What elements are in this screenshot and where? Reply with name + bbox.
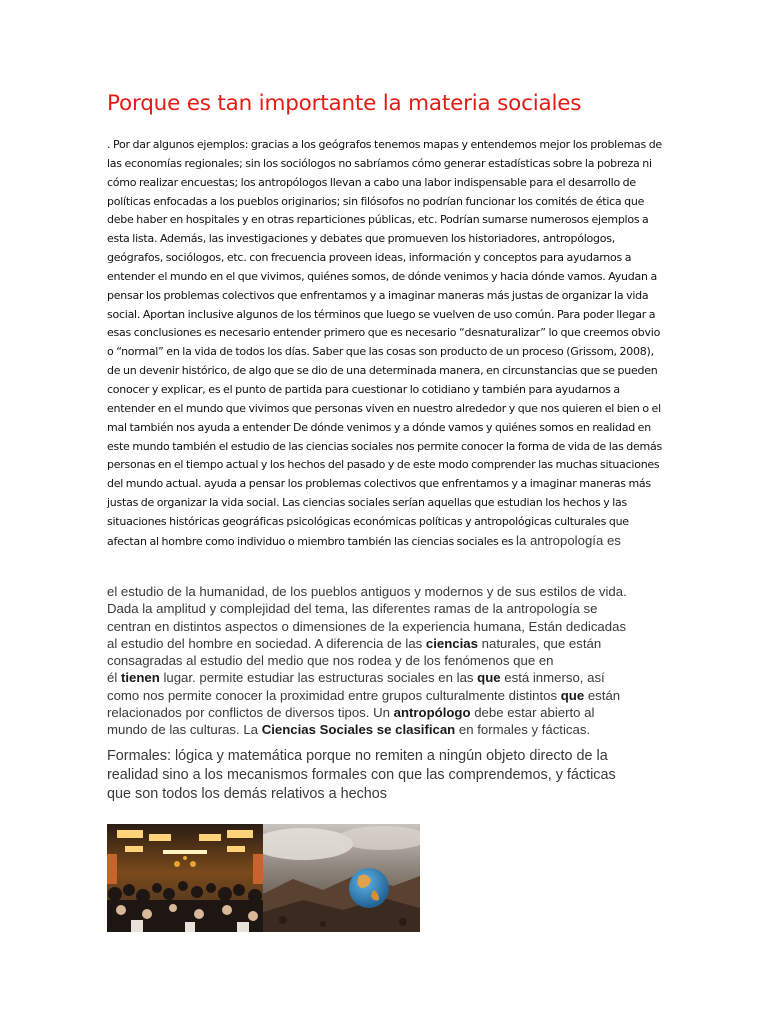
text-segment: el estudio de la humanidad, de los pueblos antiguos y modernos y de sus estilos de vida. xyxy=(107,584,627,599)
text-segment: él xyxy=(107,670,121,686)
text-line xyxy=(107,669,667,686)
text-segment: consagradas al estudio del medio que nos rodea y de los fenómenos que en xyxy=(107,653,554,669)
text-line: Formales: lógica y matemática porque no remiten a ningún objeto directo de la xyxy=(107,748,608,764)
text-segment: centran en distintos aspectos o dimensiones de la experiencia humana, Están dedicadas xyxy=(107,618,627,634)
paragraph-classification xyxy=(107,747,667,804)
text-line: realidad sino a los mecanismos formales con que las comprendemos, y fácticas xyxy=(107,767,616,783)
body-paragraph-tail: la antropología es xyxy=(516,532,621,548)
text-segment: lugar. permite estudiar las estructuras sociales en las xyxy=(159,670,478,686)
text-line xyxy=(107,721,667,738)
text-line xyxy=(107,583,667,600)
text-segment: están xyxy=(584,687,621,703)
page-title: Porque es tan importante la materia sociales xyxy=(107,91,582,116)
paragraph-anthropology xyxy=(107,583,667,739)
text-segment: Dada la amplitud y complejidad del tema, las diferentes ramas de la antropología se xyxy=(107,601,598,617)
text-segment: relacionados por conflictos de diversos tipos. Un xyxy=(107,705,394,721)
text-segment: está inmerso, así xyxy=(500,670,605,686)
body-paragraph-text: . Por dar algunos ejemplos: gracias a los geógrafos tenemos mapas y entendemos mejor los problemas de las economías regionales; sin los sociólogos no sabríamos cómo generar estadísticas sobre la pobreza ni cómo realizar encuestas; los antropólogos llevan a cabo una labor indispensable para el desarrollo de políticas enfocadas a los pueblos originarios; sin filósofos no podrían funcionar los comités de ética que debe haber en hospitales y en otras reparticiones públicas, etc. Podrían sumarse numerosos ejemplos a esta lista. Además, las investigaciones y debates que promueven los historiadores, antropólogos, geógrafos, sociólogos, etc. con frecuencia proveen ideas, información y conceptos para ayudarnos a entender el mundo en el que vivimos, quiénes somos, de dónde venimos y hacia dónde vamos. Ayudan a pensar los problemas colectivos que enfrentamos y a imaginar maneras más justas de organizar la vida social. Aportan inclusive algunos de los términos que luego se vuelven de uso común. Para poder llegar a esas conclusiones es necesario entender primero que es necesario “desnaturalizar” lo que creemos obvio o “normal” en la vida de todos los días. Saber que las cosas son producto de un proceso (Grissom, 2008), de un devenir histórico, de algo que se dio de una determinada manera, en circunstancias que se pueden conocer y explicar, es el punto de partida para cuestionar lo cotidiano y también para ayudarnos a entender en el mundo que vivimos que personas viven en nuestro alrededor y que nos quieren el bien o el mal también nos ayuda a entender De dónde venimos y a dónde vamos y quiénes somos en realidad en este mundo también el estudio de las ciencias sociales nos permite conocer la forma de vida de las demás personas en el tiempo actual y los hechos del pasado y de este modo comprender las muchas situaciones del mundo actual. ayuda a pensar los problemas colectivos que enfrentamos y a imaginar maneras más justas de organizar la vida social. Las ciencias sociales serían aquellas que estudian los hechos y las situaciones históricas geográficas psicológicas económicas políticas y antropológicas culturales que afectan al hombre como individuo o miembro también las ciencias sociales es xyxy=(107,138,662,548)
bold-term: Ciencias Sociales se clasifican xyxy=(261,722,456,738)
market-crowd-image xyxy=(107,824,263,932)
bold-term: antropólogo xyxy=(393,705,471,721)
text-segment: naturales, que están xyxy=(477,635,602,651)
text-line xyxy=(107,687,667,704)
text-line xyxy=(107,635,667,652)
text-line xyxy=(107,600,667,617)
bold-term: tienen xyxy=(120,670,160,686)
text-segment: mundo de las culturas. La xyxy=(107,722,262,738)
text-line xyxy=(107,618,667,635)
text-segment: al estudio del hombre en sociedad. A diferencia de las xyxy=(107,635,426,651)
text-line: que son todos los demás relativos a hechos xyxy=(107,786,387,802)
earth-pollution-image xyxy=(263,824,420,932)
text-line xyxy=(107,652,667,669)
text-line xyxy=(107,704,667,721)
bold-term: ciencias xyxy=(425,635,478,651)
body-paragraph xyxy=(107,136,667,552)
text-segment: debe estar abierto al xyxy=(470,705,595,721)
text-segment: en formales y fácticas. xyxy=(455,722,591,738)
bold-term: que xyxy=(560,687,585,703)
text-segment: como nos permite conocer la proximidad entre grupos culturalmente distintos xyxy=(107,687,561,703)
bold-term: que xyxy=(477,670,501,686)
